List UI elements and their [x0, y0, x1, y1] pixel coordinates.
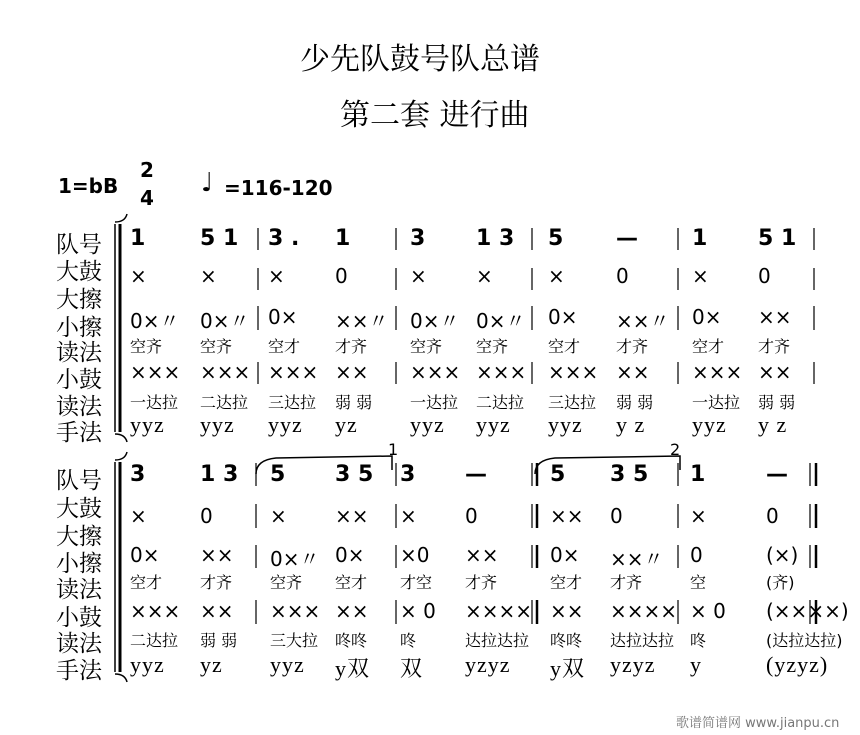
s1-hands-9: y z	[758, 412, 788, 437]
s2-xiaogu_read-8: 咚	[690, 631, 707, 650]
s2-xiaocha-1: ××	[200, 543, 234, 567]
s2-hands-1: yz	[200, 652, 223, 677]
label-haohao-1: 队号	[56, 232, 102, 258]
s2-haohao-2: 5	[270, 462, 286, 487]
s2-dagu-7: 0	[610, 504, 623, 528]
tempo-marking: =116-120	[224, 176, 333, 200]
s1-haohao-5: 1 3	[476, 226, 515, 251]
label-dacha-1: 大擦	[56, 287, 102, 313]
s1-xiaogu-3: ××	[335, 360, 369, 384]
s1-xiaogu_read-1: 二达拉	[200, 393, 249, 412]
s1-dagu-2: ×	[268, 264, 285, 288]
s2-xiaocha_read-2: 空齐	[270, 573, 303, 592]
s2-xiaogu-5: ××××	[465, 599, 533, 623]
s2-hands-2: yyz	[270, 652, 305, 677]
s2-xiaocha_read-6: 空才	[550, 573, 583, 592]
s2-xiaocha_read-1: 才齐	[200, 573, 233, 592]
s1-xiaogu_read-0: 一达拉	[130, 393, 179, 412]
s2-haohao-6: 5	[550, 462, 566, 487]
s1-haohao-0: 1	[130, 226, 146, 251]
s1-hands-5: yyz	[476, 412, 511, 437]
s1-xiaocha-3: ××〃	[335, 309, 389, 333]
label-dagu-1: 大鼓	[56, 259, 102, 285]
time-signature-top: 2	[140, 158, 154, 182]
s1-haohao-6: 5	[548, 226, 564, 251]
s1-xiaocha-1: 0×〃	[200, 309, 250, 333]
s1-dagu-7: 0	[616, 264, 629, 288]
s1-xiaocha_read-6: 空才	[548, 337, 581, 356]
s2-xiaogu-6: ××	[550, 599, 584, 623]
s1-hands-3: yz	[335, 412, 358, 437]
s2-dagu-5: 0	[465, 504, 478, 528]
quarter-note-icon: ♩	[201, 168, 214, 198]
s2-hands-7: yzyz	[610, 652, 656, 677]
s1-xiaocha-6: 0×	[548, 305, 578, 329]
watermark: 歌谱简谱网 www.jianpu.cn	[676, 716, 840, 731]
s2-dagu-0: ×	[130, 504, 147, 528]
s2-xiaocha_read-9: (齐)	[766, 573, 795, 592]
s2-xiaogu_read-4: 咚	[400, 631, 417, 650]
s2-xiaogu_read-5: 达拉达拉	[465, 631, 530, 650]
s1-dagu-6: ×	[548, 264, 565, 288]
label-xiaocha-2: 小擦	[56, 551, 102, 577]
s2-haohao-3: 3 5	[335, 462, 374, 487]
time-signature-bottom: 4	[140, 186, 154, 210]
s2-xiaocha_read-5: 才齐	[465, 573, 498, 592]
s2-xiaocha-0: 0×	[130, 543, 160, 567]
s1-xiaogu-2: ×××	[268, 360, 319, 384]
s1-dagu-4: ×	[410, 264, 427, 288]
s2-dagu-3: ××	[335, 504, 369, 528]
s1-dagu-9: 0	[758, 264, 771, 288]
s2-hands-9: (yzyz)	[766, 652, 829, 677]
label-dagu-2: 大鼓	[56, 496, 102, 522]
s1-xiaocha-2: 0×	[268, 305, 298, 329]
s1-xiaogu_read-9: 弱 弱	[758, 393, 796, 412]
label-dufa-1b: 读法	[56, 394, 102, 420]
s2-dagu-8: ×	[690, 504, 707, 528]
s2-haohao-4: 3	[400, 462, 416, 487]
s2-xiaocha_read-0: 空才	[130, 573, 163, 592]
s2-xiaogu_read-1: 弱 弱	[200, 631, 238, 650]
s1-xiaogu-9: ××	[758, 360, 792, 384]
s2-hands-0: yyz	[130, 652, 165, 677]
s1-xiaogu_read-4: 一达拉	[410, 393, 459, 412]
label-dacha-2: 大擦	[56, 524, 102, 550]
s2-xiaogu-4: × 0	[400, 599, 436, 623]
s1-xiaogu-1: ×××	[200, 360, 251, 384]
s1-xiaogu-6: ×××	[548, 360, 599, 384]
s2-xiaocha_read-8: 空	[690, 573, 707, 592]
s2-xiaocha_read-3: 空才	[335, 573, 368, 592]
s2-xiaocha-6: 0×	[550, 543, 580, 567]
s1-dagu-8: ×	[692, 264, 709, 288]
s1-xiaocha_read-8: 空才	[692, 337, 725, 356]
s1-xiaocha_read-4: 空齐	[410, 337, 443, 356]
s1-xiaocha-7: ××〃	[616, 309, 670, 333]
s2-xiaocha_read-4: 才空	[400, 573, 433, 592]
s1-xiaocha_read-9: 才齐	[758, 337, 791, 356]
s1-dagu-3: 0	[335, 264, 348, 288]
volta-1: 1	[388, 440, 399, 459]
s1-xiaogu-5: ×××	[476, 360, 527, 384]
s1-haohao-7: —	[616, 226, 638, 251]
s2-xiaocha-9: (×)	[766, 543, 799, 567]
s2-xiaogu-9: (××××)	[766, 599, 849, 623]
s2-dagu-1: 0	[200, 504, 213, 528]
page-subtitle: 第二套 进行曲	[340, 98, 530, 133]
s2-dagu-4: ×	[400, 504, 417, 528]
s2-haohao-5: —	[465, 462, 487, 487]
s2-hands-6: y双	[550, 656, 586, 681]
s2-xiaocha-4: ×0	[400, 543, 430, 567]
s1-xiaocha_read-3: 才齐	[335, 337, 368, 356]
s2-hands-3: y双	[335, 656, 371, 681]
s1-hands-1: yyz	[200, 412, 235, 437]
s1-xiaogu_read-5: 二达拉	[476, 393, 525, 412]
s1-xiaocha-9: ××	[758, 305, 792, 329]
label-dufa-1a: 读法	[56, 340, 102, 366]
s2-haohao-8: 1	[690, 462, 706, 487]
s1-xiaocha-5: 0×〃	[476, 309, 526, 333]
s2-xiaogu_read-2: 三大拉	[270, 631, 319, 650]
s1-xiaogu-8: ×××	[692, 360, 743, 384]
label-shoufa-1: 手法	[56, 420, 102, 446]
s1-haohao-2: 3 .	[268, 226, 300, 251]
s2-xiaocha-8: 0	[690, 543, 703, 567]
s2-xiaocha-7: ××〃	[610, 547, 664, 571]
s2-xiaogu-1: ××	[200, 599, 234, 623]
s2-haohao-0: 3	[130, 462, 146, 487]
label-xiaogu-2: 小鼓	[56, 605, 102, 631]
s1-hands-0: yyz	[130, 412, 165, 437]
s1-haohao-8: 1	[692, 226, 708, 251]
s2-xiaocha-5: ××	[465, 543, 499, 567]
s1-dagu-1: ×	[200, 264, 217, 288]
key-signature: 1=bB	[58, 174, 119, 198]
s1-xiaocha-8: 0×	[692, 305, 722, 329]
s1-xiaogu_read-7: 弱 弱	[616, 393, 654, 412]
s1-xiaogu_read-2: 三达拉	[268, 393, 317, 412]
s1-haohao-9: 5 1	[758, 226, 797, 251]
s2-xiaocha_read-7: 才齐	[610, 573, 643, 592]
s1-xiaocha-4: 0×〃	[410, 309, 460, 333]
page-title: 少先队鼓号队总谱	[300, 42, 540, 77]
s2-xiaogu-2: ×××	[270, 599, 321, 623]
s1-hands-8: yyz	[692, 412, 727, 437]
label-xiaocha-1: 小擦	[56, 315, 102, 341]
s1-hands-2: yyz	[268, 412, 303, 437]
s2-dagu-9: 0	[766, 504, 779, 528]
label-xiaogu-1: 小鼓	[56, 367, 102, 393]
s1-xiaogu-4: ×××	[410, 360, 461, 384]
s1-xiaogu_read-3: 弱 弱	[335, 393, 373, 412]
s2-haohao-9: —	[766, 462, 788, 487]
s1-xiaogu_read-8: 一达拉	[692, 393, 741, 412]
s2-xiaogu_read-9: (达拉达拉)	[766, 631, 843, 650]
s1-xiaogu-0: ×××	[130, 360, 181, 384]
s2-dagu-6: ××	[550, 504, 584, 528]
s2-haohao-7: 3 5	[610, 462, 649, 487]
s1-xiaocha-0: 0×〃	[130, 309, 180, 333]
label-haohao-2: 队号	[56, 468, 102, 494]
s2-xiaogu_read-3: 咚咚	[335, 631, 368, 650]
s1-haohao-3: 1	[335, 226, 351, 251]
label-dufa-2a: 读法	[56, 577, 102, 603]
s1-hands-7: y z	[616, 412, 646, 437]
s2-dagu-2: ×	[270, 504, 287, 528]
s1-dagu-5: ×	[476, 264, 493, 288]
s2-xiaogu-3: ××	[335, 599, 369, 623]
s2-xiaogu-8: × 0	[690, 599, 726, 623]
s1-xiaogu-7: ××	[616, 360, 650, 384]
s2-xiaocha-3: 0×	[335, 543, 365, 567]
s2-hands-8: y	[690, 652, 702, 677]
s1-xiaocha_read-1: 空齐	[200, 337, 233, 356]
label-dufa-2b: 读法	[56, 631, 102, 657]
s2-xiaogu-0: ×××	[130, 599, 181, 623]
s1-hands-6: yyz	[548, 412, 583, 437]
s2-haohao-1: 1 3	[200, 462, 239, 487]
s1-xiaocha_read-5: 空齐	[476, 337, 509, 356]
s2-hands-4: 双	[400, 656, 424, 681]
s2-xiaogu-7: ××××	[610, 599, 678, 623]
s1-haohao-4: 3	[410, 226, 426, 251]
s1-dagu-0: ×	[130, 264, 147, 288]
s2-xiaogu_read-7: 达拉达拉	[610, 631, 675, 650]
s1-xiaocha_read-2: 空才	[268, 337, 301, 356]
s1-haohao-1: 5 1	[200, 226, 239, 251]
s1-xiaocha_read-0: 空齐	[130, 337, 163, 356]
s2-xiaogu_read-6: 咚咚	[550, 631, 583, 650]
volta-2: 2	[670, 440, 681, 459]
s1-hands-4: yyz	[410, 412, 445, 437]
s1-xiaocha_read-7: 才齐	[616, 337, 649, 356]
s2-xiaocha-2: 0×〃	[270, 547, 320, 571]
s1-xiaogu_read-6: 三达拉	[548, 393, 597, 412]
s2-xiaogu_read-0: 二达拉	[130, 631, 179, 650]
s2-hands-5: yzyz	[465, 652, 511, 677]
label-shoufa-2: 手法	[56, 658, 102, 684]
